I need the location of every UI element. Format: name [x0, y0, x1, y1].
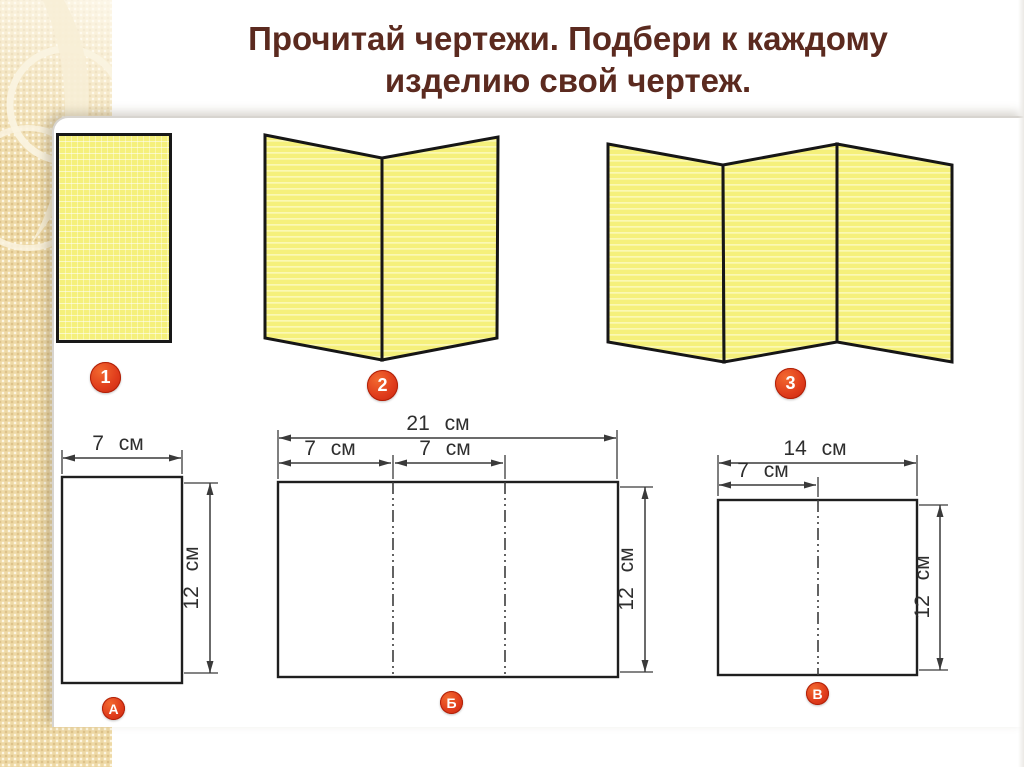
product-2-badge: 2: [367, 370, 398, 401]
blueprint-v-segment1-label: 7 см: [737, 459, 789, 482]
title-line-1: Прочитай чертежи. Подбери к каждому: [248, 20, 888, 57]
blueprint-b: [263, 413, 668, 693]
blueprint-a: [48, 428, 228, 698]
blueprint-v-total-width-label: 14 см: [783, 438, 847, 460]
product-bifold-card: [258, 128, 506, 368]
right-edge-strip: [1018, 0, 1024, 767]
blueprint-b-total-width-label: 21 см: [406, 413, 470, 435]
blueprint-a-outline: [62, 477, 182, 683]
blueprint-b-badge: Б: [440, 691, 463, 714]
page-title: [112, 18, 1024, 102]
blueprint-b-outline: [278, 482, 618, 677]
blueprint-a-height-label: 12 см: [180, 546, 203, 610]
product-1-badge: 1: [90, 362, 121, 393]
blueprint-a-badge: А: [102, 697, 125, 720]
product-single-sheet: [56, 133, 172, 343]
product-trifold-screen: [598, 136, 962, 372]
blueprint-v: [703, 438, 958, 693]
blueprint-v-height-label: 12 см: [911, 555, 934, 619]
blueprint-a-width-label: 7 см: [92, 432, 144, 455]
blueprint-b-height-label: 12 см: [615, 547, 638, 611]
blueprint-b-segment2-label: 7 см: [419, 437, 471, 460]
blueprint-v-badge: В: [806, 682, 829, 705]
title-line-2: изделию свой чертеж.: [384, 61, 752, 99]
product-3-badge: 3: [775, 368, 806, 399]
blueprint-b-segment1-label: 7 см: [304, 437, 356, 460]
